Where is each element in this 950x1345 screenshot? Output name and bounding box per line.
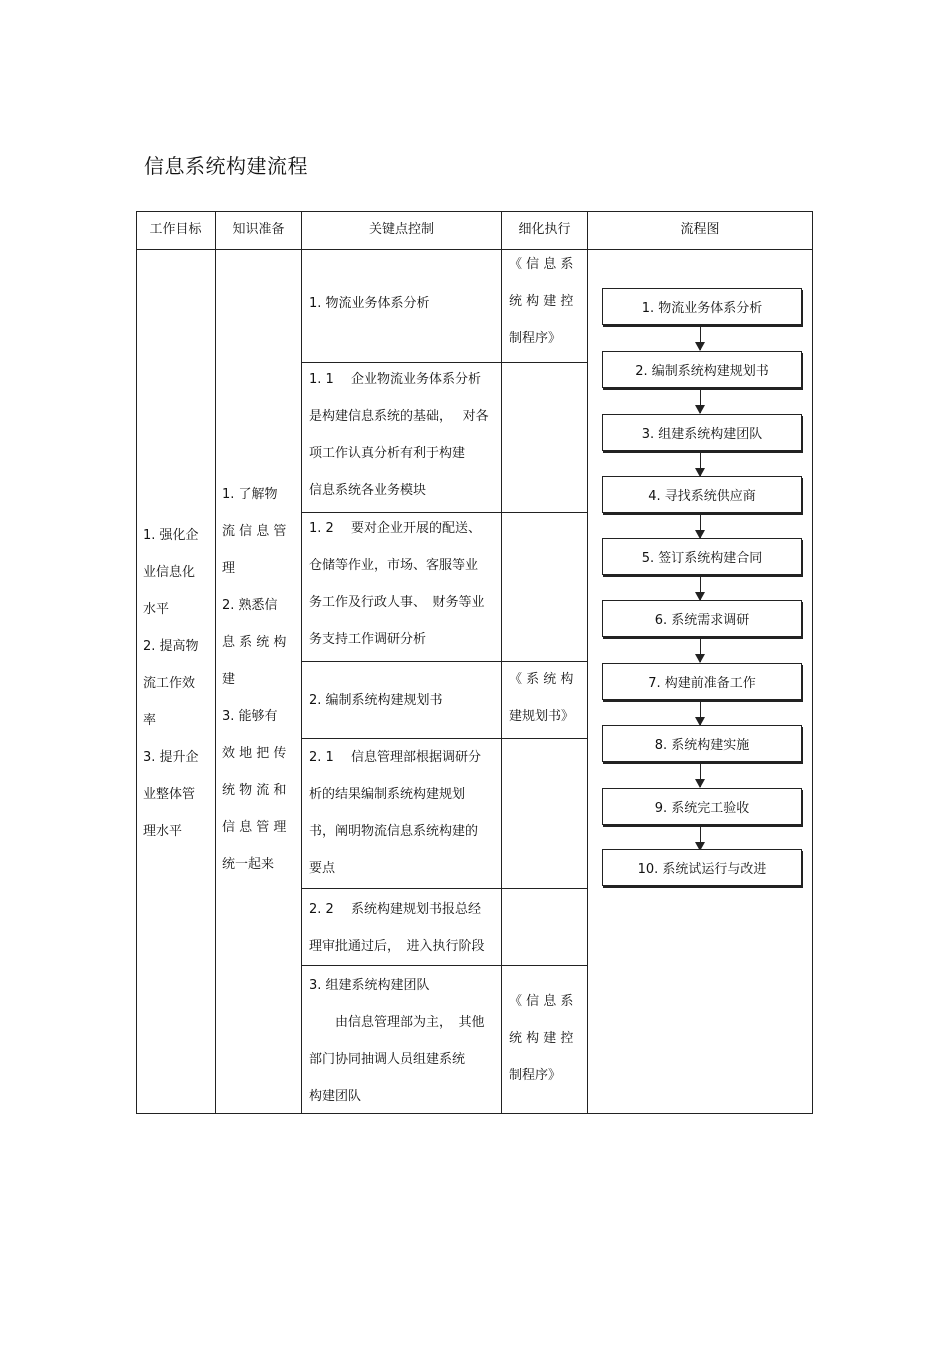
key-point-line: 2. 2 系统构建规划书报总经	[309, 902, 481, 917]
key-point-1-1	[309, 361, 497, 509]
key-point-line: 构建团队	[309, 1089, 362, 1104]
goal-line: 2. 提高物	[143, 639, 199, 654]
key-point-1-2	[309, 510, 497, 658]
goal-line: 流工作效	[143, 676, 196, 691]
flow-step-10: 10. 系统试运行与改进	[602, 849, 802, 886]
flow-arrow	[700, 452, 701, 476]
header-key-points: 关键点控制	[368, 222, 434, 237]
key-point-line: 2. 1 信息管理部根据调研分	[309, 750, 481, 765]
header-flowchart: 流程图	[680, 222, 720, 237]
knowledge-line: 建	[222, 672, 236, 687]
flow-step-5: 5. 签订系统构建合同	[602, 538, 802, 575]
execution-3	[509, 983, 581, 1094]
work-goals	[143, 517, 211, 850]
flow-step-1: 1. 物流业务体系分析	[602, 288, 802, 325]
key-point-1	[309, 285, 497, 322]
key-point-3	[309, 967, 497, 1115]
key-point-line: 3. 组建系统构建团队	[309, 978, 430, 993]
flow-arrow	[700, 638, 701, 662]
key-point-line: 1. 物流业务体系分析	[309, 296, 430, 311]
key-point-line: 1. 2 要对企业开展的配送、	[309, 521, 481, 536]
knowledge-line: 理	[222, 561, 236, 576]
flow-step-9: 9. 系统完工验收	[602, 788, 802, 825]
page-title: 信息系统构建流程	[144, 154, 308, 178]
key-point-line: 1. 1 企业物流业务体系分析	[309, 372, 481, 387]
flow-step-4: 4. 寻找系统供应商	[602, 476, 802, 513]
execution-2	[509, 661, 581, 735]
knowledge-line: 统 物 流 和	[222, 783, 287, 798]
knowledge-line: 流 信 息 管	[222, 524, 287, 539]
knowledge-prep	[222, 476, 294, 883]
key-point-line: 析的结果编制系统构建规划	[309, 787, 466, 802]
key-point-2	[309, 682, 497, 719]
execution-line: 统 构 建 控	[509, 294, 574, 309]
knowledge-line: 效 地 把 传	[222, 746, 287, 761]
key-point-2-2	[309, 891, 497, 965]
flow-arrow	[700, 826, 701, 850]
execution-line: 统 构 建 控	[509, 1031, 574, 1046]
flow-step-3: 3. 组建系统构建团队	[602, 414, 802, 451]
key-point-line: 由信息管理部为主， 其他	[309, 1015, 485, 1030]
key-point-line: 信息系统各业务模块	[309, 483, 427, 498]
execution-1	[509, 246, 581, 357]
goal-line: 业整体管	[143, 787, 196, 802]
execution-line: 《 信 息 系	[509, 994, 574, 1009]
flow-step-2: 2. 编制系统构建规划书	[602, 351, 802, 388]
goal-line: 3. 提升企	[143, 750, 199, 765]
flow-arrow	[700, 514, 701, 538]
goal-line: 水平	[143, 602, 170, 617]
knowledge-line: 2. 熟悉信	[222, 598, 278, 613]
flow-arrow	[700, 389, 701, 413]
key-point-line: 务工作及行政人事、 财务等业	[309, 595, 485, 610]
execution-line: 制程序》	[509, 1068, 562, 1083]
goal-line: 业信息化	[143, 565, 196, 580]
knowledge-line: 统一起来	[222, 857, 275, 872]
key-point-line: 书，阐明物流信息系统构建的	[309, 824, 479, 839]
flow-arrow	[700, 701, 701, 725]
knowledge-line: 息 系 统 构	[222, 635, 287, 650]
goal-line: 率	[143, 713, 157, 728]
execution-line: 制程序》	[509, 331, 562, 346]
execution-line: 《 信 息 系	[509, 257, 574, 272]
goal-line: 理水平	[143, 824, 183, 839]
flow-step-7: 7. 构建前准备工作	[602, 663, 802, 700]
key-point-line: 理审批通过后， 进入执行阶段	[309, 939, 485, 954]
knowledge-line: 信 息 管 理	[222, 820, 287, 835]
knowledge-line: 3. 能够有	[222, 709, 278, 724]
header-goal: 工作目标	[149, 222, 202, 237]
key-point-2-1	[309, 739, 497, 887]
key-point-line: 是构建信息系统的基础， 对各	[309, 409, 489, 424]
process-table	[136, 211, 813, 1114]
key-point-line: 务支持工作调研分析	[309, 632, 427, 647]
execution-line: 建规划书》	[509, 709, 575, 724]
key-point-line: 要点	[309, 861, 336, 876]
key-point-line: 项工作认真分析有利于构建	[309, 446, 466, 461]
header-knowledge: 知识准备	[232, 222, 285, 237]
knowledge-line: 1. 了解物	[222, 487, 278, 502]
flow-arrow	[700, 576, 701, 600]
key-point-line: 仓储等作业，市场、客服等业	[309, 558, 479, 573]
flow-step-8: 8. 系统构建实施	[602, 725, 802, 762]
flow-step-6: 6. 系统需求调研	[602, 600, 802, 637]
goal-line: 1. 强化企	[143, 528, 199, 543]
header-execution: 细化执行	[518, 222, 571, 237]
flow-arrow	[700, 326, 701, 350]
execution-line: 《 系 统 构	[509, 672, 574, 687]
key-point-line: 部门协同抽调人员组建系统	[309, 1052, 466, 1067]
flow-arrow	[700, 763, 701, 787]
key-point-line: 2. 编制系统构建规划书	[309, 693, 443, 708]
